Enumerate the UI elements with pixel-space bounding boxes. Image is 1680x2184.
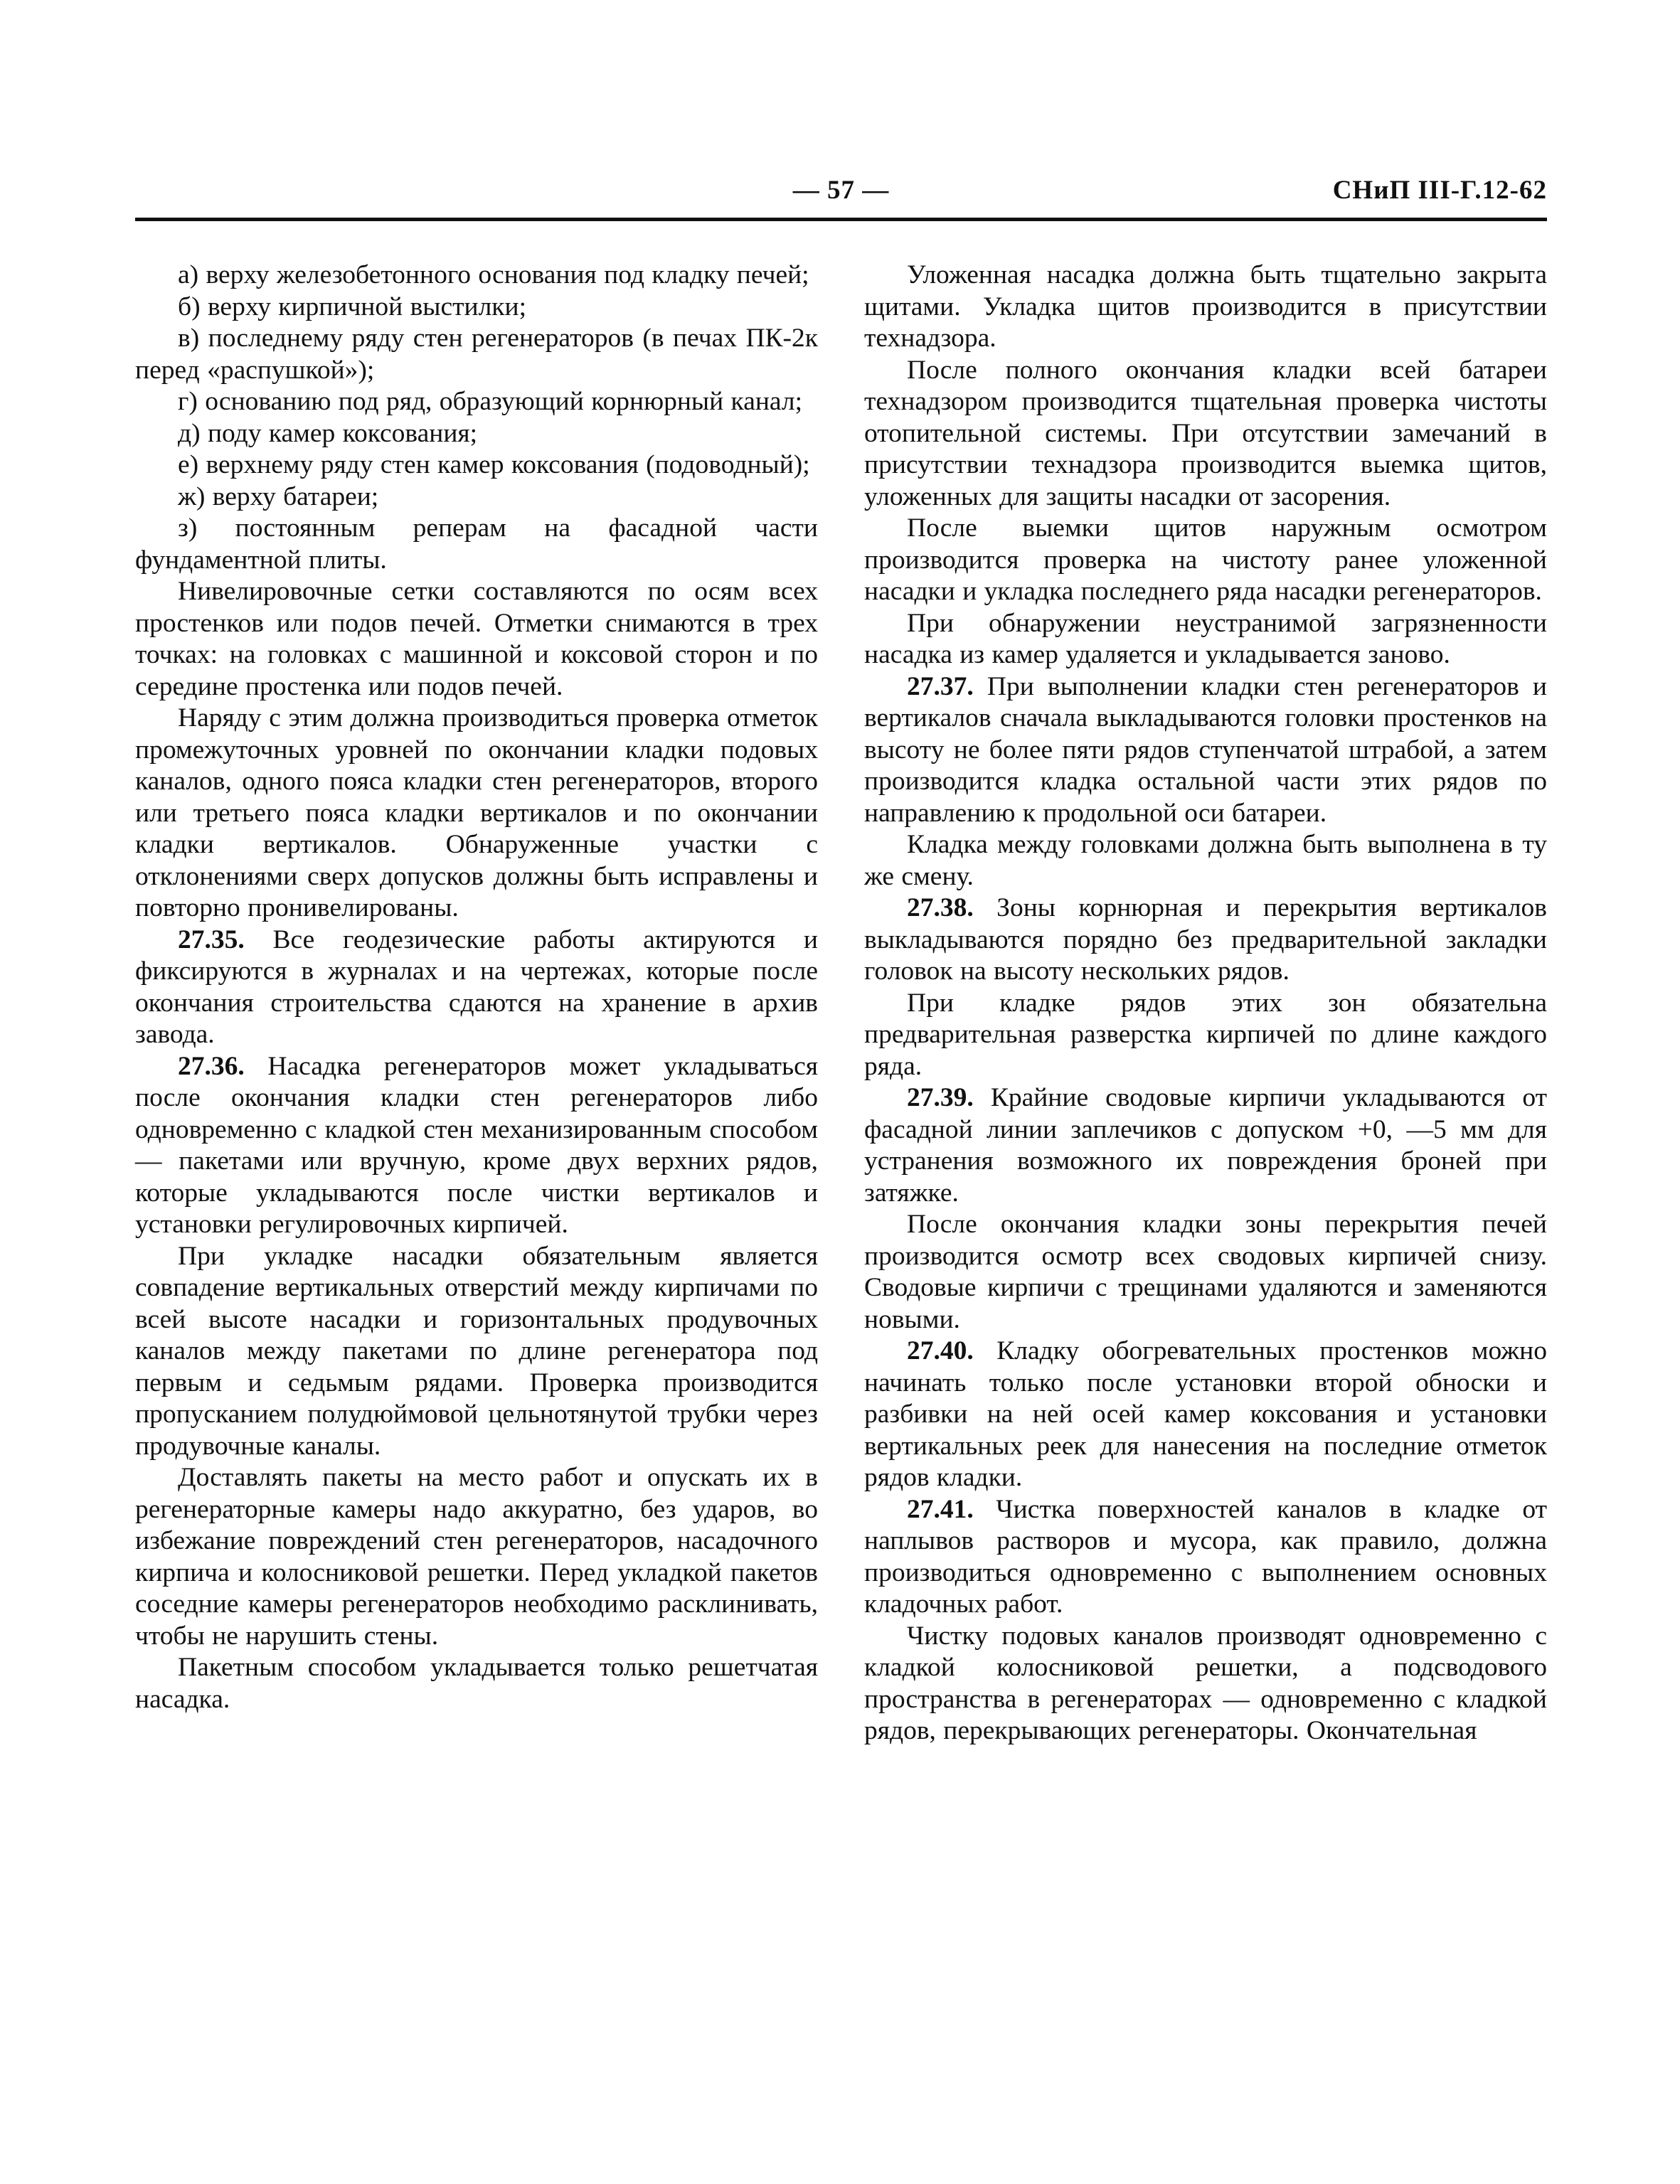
page-number: — 57 —: [792, 176, 890, 205]
paragraph: [135, 260, 818, 292]
header-divider: [135, 218, 1547, 221]
paragraph: [135, 576, 818, 703]
paragraph-text: ж) верху батареи;: [178, 481, 379, 511]
paragraph: [135, 449, 818, 481]
paragraph: [135, 386, 818, 418]
paragraph-text: а) верху железобетонного основания под кладку печей;: [178, 260, 809, 289]
paragraph-text: Чистка поверхностей каналов в кладке от наплывов растворов и мусора, как правило, должна производиться одновременно с выполнением основных кладочных работ.: [864, 1494, 1547, 1619]
paragraph-text: Кладку обогревательных простенков можно начинать только после установки второй обноски и разбивки на ней осей камер коксования и установки вертикальных реек для нанесения на последние отметок рядов кладки.: [864, 1336, 1547, 1492]
paragraph-text: Наряду с этим должна производиться проверка отметок промежуточных уровней по окончании кладки подовых каналов, одного пояса кладки стен регенераторов, второго или третьего пояса кладки вертикалов и по окончании кладки вертикалов. Обнаруженные участки с отклонениями сверх допусков должны быть исправлены и повторно пронивелированы.: [135, 703, 818, 922]
paragraph-text: Кладка между головками должна быть выполнена в ту же смену.: [864, 830, 1547, 891]
paragraph: [135, 1462, 818, 1652]
clause-number: 27.37.: [907, 671, 974, 701]
paragraph-text: После полного окончания кладки всей батареи технадзором производится тщательная проверка чистоты отопительной системы. При отсутствии замечаний в присутствии технадзора производится выемка щитов, уложенных для защиты насадки от засорения.: [864, 355, 1547, 511]
clause-number: 27.39.: [907, 1083, 974, 1112]
document-code: СНиП III-Г.12-62: [1332, 176, 1547, 205]
paragraph-text: д) поду камер коксования;: [178, 418, 478, 448]
paragraph: [864, 1336, 1547, 1494]
paragraph: [135, 1241, 818, 1463]
paragraph-text: Уложенная насадка должна быть тщательно закрыта щитами. Укладка щитов производится в присутствии технадзора.: [864, 260, 1547, 353]
paragraph-text: Чистку подовых каналов производят одновременно с кладкой колосниковой решетки, а подсводового пространства в регенераторах — одновременно с кладкой рядов, перекрывающих регенераторы. Окончательная: [864, 1621, 1547, 1745]
paragraph: [135, 292, 818, 324]
page-header: [135, 175, 1547, 218]
paragraph-text: После окончания кладки зоны перекрытия печей производится осмотр всех сводовых кирпичей снизу. Сводовые кирпичи с трещинами удаляются и заменяются новыми.: [864, 1210, 1547, 1334]
paragraph: [135, 323, 818, 386]
clause-number: 27.35.: [178, 925, 245, 954]
paragraph-text: При выполнении кладки стен регенераторов и вертикалов сначала выкладываются головки простенков на высоту не более пяти рядов ступенчатой штрабой, а затем производится кладка остальной части этих рядов по направлению к продольной оси батареи.: [864, 671, 1547, 828]
paragraph-text: Крайние сводовые кирпичи укладываются от фасадной линии заплечиков с допуском +0, —5 мм для устранения возможного их повреждения броней при затяжке.: [864, 1083, 1547, 1208]
clause-number: 27.41.: [907, 1494, 974, 1524]
clause-number: 27.40.: [907, 1336, 974, 1365]
paragraph: [135, 703, 818, 925]
paragraph-text: При обнаружении неустранимой загрязненности насадка из камер удаляется и укладывается заново.: [864, 608, 1547, 669]
clause-number: 27.38.: [907, 893, 974, 922]
paragraph: [864, 355, 1547, 513]
paragraph-text: При укладке насадки обязательным является совпадение вертикальных отверстий между кирпичами по всей высоте насадки и горизонтальных продувочных каналов между пакетами по длине регенератора под первым и седьмым рядами. Проверка производится пропусканием полудюймовой цельнотянутой трубки через продувочные каналы.: [135, 1241, 818, 1461]
paragraph-text: При кладке рядов этих зон обязательна предварительная разверстка кирпичей по длине каждого ряда.: [864, 988, 1547, 1081]
left-column: [135, 260, 818, 1715]
paragraph: [135, 481, 818, 513]
paragraph-text: Доставлять пакеты на место работ и опускать их в регенераторные камеры надо аккуратно, без ударов, во избежание повреждений стен регенераторов, насадочного кирпича и колосниковой решетки. Перед укладкой пакетов соседние камеры регенераторов необходимо расклинивать, чтобы не нарушить стены.: [135, 1463, 818, 1651]
paragraph-text: Зоны корнюрная и перекрытия вертикалов выкладываются порядно без предварительной закладки головок на высоту нескольких рядов.: [864, 893, 1547, 986]
paragraph-text: е) верхнему ряду стен камер коксования (подоводный);: [178, 450, 810, 479]
paragraph: [864, 1209, 1547, 1336]
paragraph-text: Пакетным способом укладывается только решетчатая насадка.: [135, 1653, 818, 1714]
paragraph: [864, 1494, 1547, 1621]
paragraph: [864, 988, 1547, 1083]
paragraph-text: Все геодезические работы актируются и фиксируются в журналах и на чертежах, которые после окончания строительства сдаются на хранение в архив завода.: [135, 925, 818, 1049]
paragraph: [864, 513, 1547, 608]
paragraph-text: Насадка регенераторов может укладываться после окончания кладки стен регенераторов либо одновременно с кладкой стен механизированным способом — пакетами или вручную, кроме двух верхних рядов, которые укладываются после чистки вертикалов и установки регулировочных кирпичей.: [135, 1051, 818, 1239]
paragraph-text: з) постоянным реперам на фасадной части фундаментной плиты.: [135, 513, 818, 575]
paragraph-text: После выемки щитов наружным осмотром производится проверка на чистоту ранее уложенной насадки и укладка последнего ряда насадки регенераторов.: [864, 513, 1547, 606]
paragraph-text: Нивелировочные сетки составляются по осям всех простенков или подов печей. Отметки снимаются в трех точках: на головках с машинной и коксовой сторон и по середине простенка или подов печей.: [135, 577, 818, 701]
clause-number: 27.36.: [178, 1051, 245, 1081]
paragraph: [864, 1082, 1547, 1209]
paragraph: [135, 1051, 818, 1241]
right-column: [864, 260, 1547, 1747]
paragraph: [864, 260, 1547, 355]
paragraph: [864, 608, 1547, 671]
paragraph: [864, 893, 1547, 988]
paragraph-text: в) последнему ряду стен регенераторов (в печах ПК-2к перед «распушкой»);: [135, 324, 818, 385]
paragraph: [864, 671, 1547, 830]
paragraph: [864, 1621, 1547, 1747]
paragraph: [864, 829, 1547, 893]
paragraph: [135, 925, 818, 1051]
paragraph-text: г) основанию под ряд, образующий корнюрный канал;: [178, 387, 803, 416]
paragraph-text: б) верху кирпичной выстилки;: [178, 292, 526, 321]
paragraph: [135, 1652, 818, 1715]
paragraph: [135, 418, 818, 450]
paragraph: [135, 513, 818, 576]
